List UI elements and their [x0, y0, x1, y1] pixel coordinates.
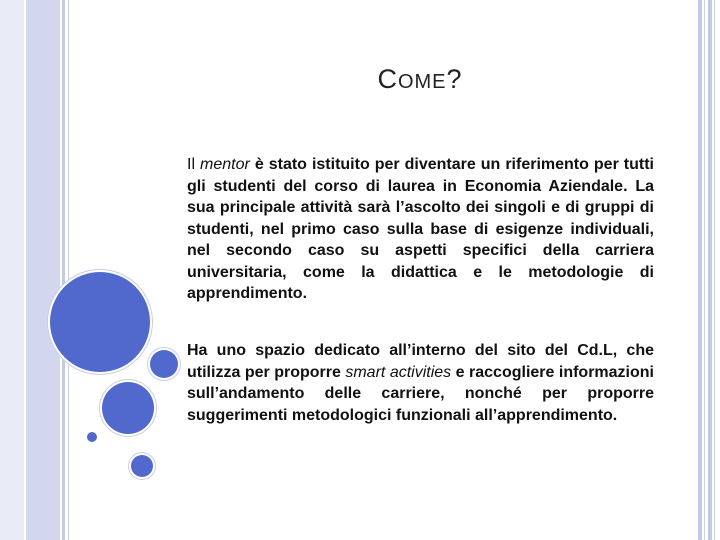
left-stripe-3 [62, 0, 65, 540]
paragraph-1-emphasis: mentor [200, 156, 250, 173]
right-stripe-4 [714, 0, 715, 540]
left-stripe-4 [68, 0, 69, 540]
slide-title [200, 64, 640, 95]
right-stripe-3 [708, 0, 712, 540]
paragraph-2 [187, 340, 654, 426]
right-stripe-1 [698, 0, 702, 540]
paragraph-2-emphasis: smart activities [345, 363, 452, 381]
decorative-circle-medium-1 [150, 350, 178, 378]
left-stripe-1 [0, 0, 24, 540]
decorative-circle-small [87, 432, 97, 442]
title-question-mark: ? [446, 64, 463, 94]
paragraph-1-lead: Il [187, 156, 201, 173]
paragraph-2-lead: Ha uno spazio dedicato all’interno del sito del Cd.L, che utilizza per proporre [187, 342, 654, 381]
decorative-circle-medium-3 [131, 455, 153, 477]
right-stripe-2 [704, 0, 705, 540]
paragraph-1 [187, 154, 654, 305]
decorative-circle-medium-2 [102, 382, 154, 434]
decorative-circle-large [50, 272, 150, 372]
title-rest: OME [397, 71, 447, 93]
title-initial: C [377, 64, 398, 94]
left-stripe-2 [26, 0, 60, 540]
paragraph-2-rest: e raccogliere informazioni sull’andamento delle carriere, nonché per proporre suggerimenti metodologici funzionali all’apprendimento. [187, 363, 654, 424]
paragraph-1-rest: è stato istituito per diventare un riferimento per tutti gli studenti del corso di laurea in Economia Aziendale. La sua principale attività sarà l’ascolto dei singoli e di gruppi di studenti, nel primo caso sulla base di esigenze individuali, nel secondo caso su aspetti specifici della carriera universitaria, come la didattica e le metodologie di apprendimento. [187, 156, 655, 302]
